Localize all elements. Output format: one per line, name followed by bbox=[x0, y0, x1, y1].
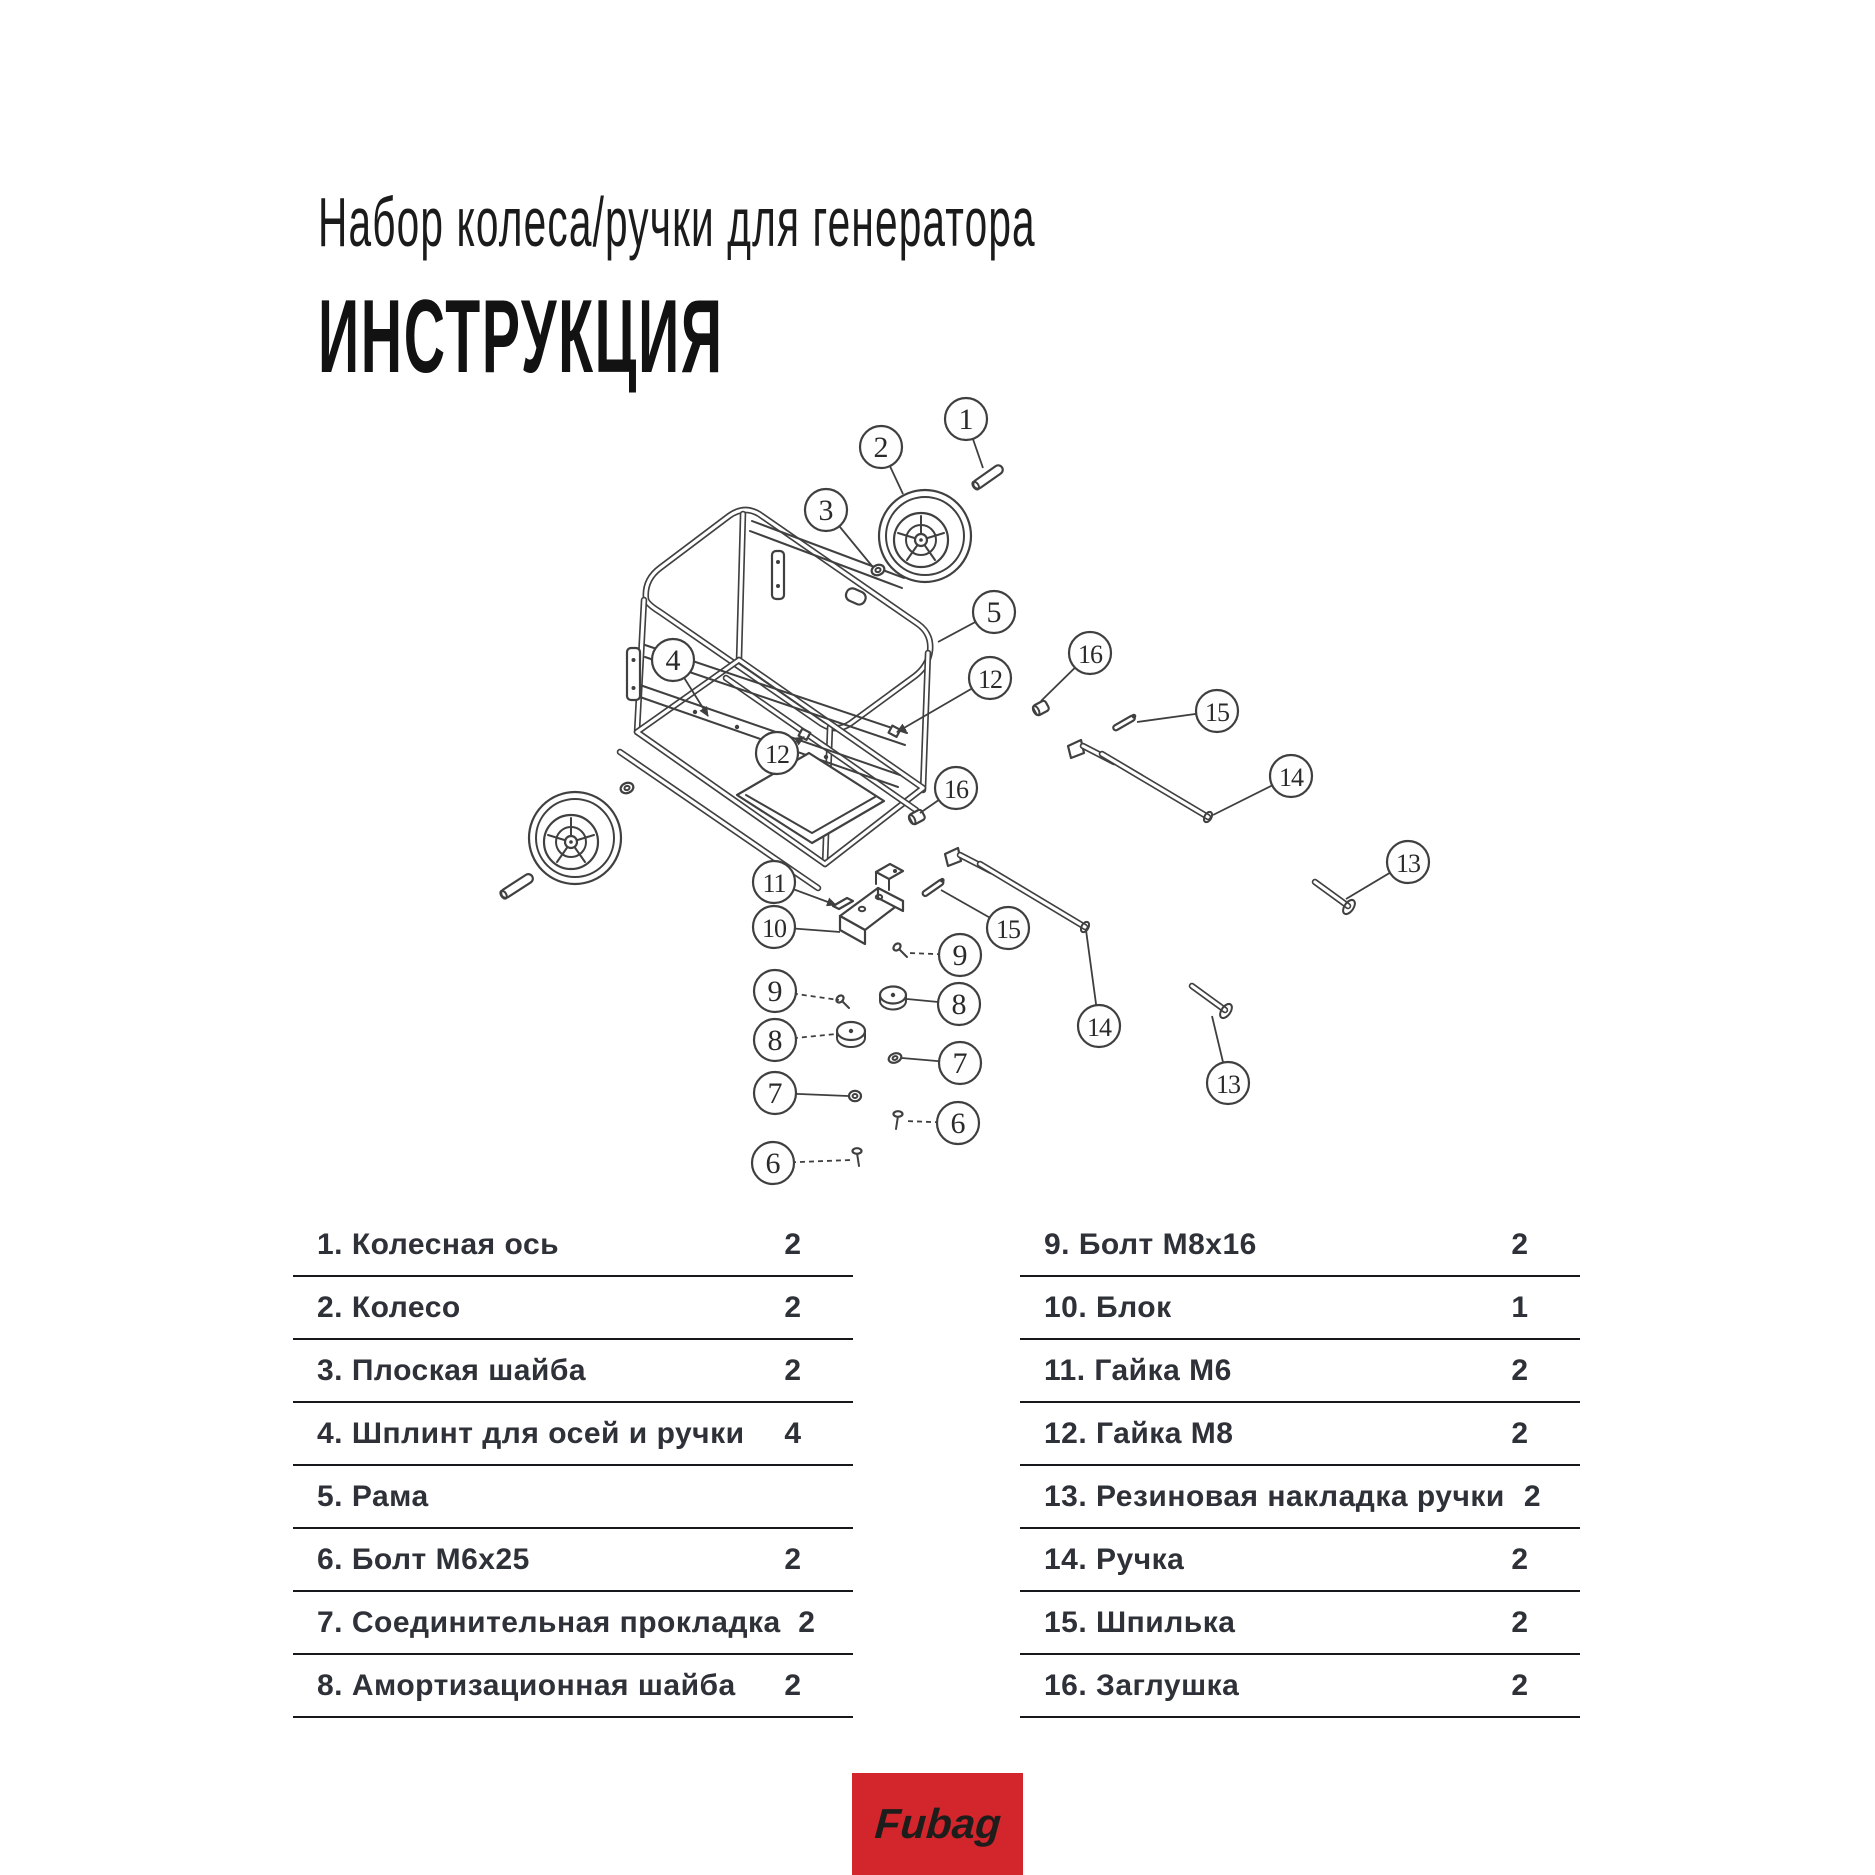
part-name: 12. Гайка М8 bbox=[1044, 1417, 1234, 1450]
grip-upper-drawing bbox=[1315, 882, 1357, 916]
parts-table-right bbox=[1020, 1214, 1580, 1718]
part-name: 2. Колесо bbox=[317, 1291, 461, 1324]
part-name: 11. Гайка М6 bbox=[1044, 1354, 1232, 1387]
part-qty: 2 bbox=[1511, 1228, 1529, 1261]
bolt-m8-right-drawing bbox=[892, 942, 907, 957]
callout-number: 6 bbox=[765, 1147, 781, 1180]
callout-10 bbox=[753, 906, 840, 948]
gasket-right-drawing bbox=[887, 1052, 902, 1065]
callout-number: 12 bbox=[978, 665, 1002, 694]
callout-number: 16 bbox=[1078, 640, 1102, 669]
part-name: 16. Заглушка bbox=[1044, 1669, 1240, 1702]
part-qty: 2 bbox=[784, 1291, 802, 1324]
part-name: 9. Болт М8х16 bbox=[1044, 1228, 1257, 1261]
grip-lower-drawing bbox=[1192, 986, 1234, 1020]
shock-washer-right-drawing bbox=[880, 987, 906, 1010]
callout-number: 6 bbox=[950, 1107, 966, 1140]
parts-row bbox=[293, 1403, 853, 1466]
parts-row bbox=[293, 1466, 853, 1529]
parts-row bbox=[293, 1214, 853, 1277]
page-subtitle: Набор колеса/ручки для генератора bbox=[318, 183, 1036, 261]
callout-number: 2 bbox=[873, 431, 889, 464]
stud-upper-drawing bbox=[1112, 713, 1138, 731]
part-name: 5. Рама bbox=[317, 1480, 429, 1513]
parts-row bbox=[1020, 1340, 1580, 1403]
part-name: 13. Резиновая накладка ручки bbox=[1044, 1480, 1505, 1513]
callout-15 bbox=[1137, 690, 1238, 732]
callout-13 bbox=[1346, 841, 1429, 899]
part-name: 10. Блок bbox=[1044, 1291, 1172, 1324]
gasket-left-drawing bbox=[849, 1091, 861, 1101]
part-qty: 1 bbox=[1511, 1291, 1529, 1324]
shock-washer-left-drawing bbox=[837, 1022, 865, 1047]
part-qty: 2 bbox=[784, 1669, 802, 1702]
parts-row bbox=[293, 1529, 853, 1592]
callout-5 bbox=[938, 591, 1015, 642]
part-qty: 2 bbox=[1511, 1354, 1529, 1387]
parts-row bbox=[1020, 1466, 1580, 1529]
callout-number: 1 bbox=[958, 403, 974, 436]
callout-8 bbox=[907, 983, 980, 1025]
callout-number: 11 bbox=[762, 869, 786, 898]
parts-row bbox=[293, 1277, 853, 1340]
bolt-m8-left-drawing bbox=[835, 994, 849, 1008]
cap-top-drawing bbox=[1031, 700, 1049, 717]
callout-number: 13 bbox=[1396, 849, 1420, 878]
bolt-m6-left-drawing bbox=[853, 1148, 862, 1166]
part-name: 1. Колесная ось bbox=[317, 1228, 560, 1261]
callout-7 bbox=[754, 1072, 848, 1114]
part-qty: 2 bbox=[1511, 1543, 1529, 1576]
parts-row bbox=[1020, 1655, 1580, 1718]
fubag-logo bbox=[852, 1773, 1023, 1875]
parts-row bbox=[1020, 1592, 1580, 1655]
callout-number: 13 bbox=[1216, 1070, 1240, 1099]
part-name: 7. Соединительная прокладка bbox=[317, 1606, 781, 1639]
callout-number: 3 bbox=[818, 494, 834, 527]
axle-pin-top-drawing bbox=[971, 464, 1005, 491]
callout-9 bbox=[909, 934, 981, 976]
parts-row bbox=[1020, 1403, 1580, 1466]
callout-8 bbox=[754, 1019, 836, 1061]
callout-number: 7 bbox=[767, 1077, 783, 1110]
fubag-logo-text: Fubag bbox=[872, 1800, 1003, 1847]
part-qty: 2 bbox=[1523, 1480, 1542, 1513]
part-qty: 2 bbox=[784, 1543, 802, 1576]
part-qty: 2 bbox=[798, 1606, 816, 1639]
wheel-left-drawing bbox=[529, 792, 621, 884]
part-qty: 2 bbox=[1511, 1669, 1529, 1702]
callout-number: 12 bbox=[765, 740, 789, 769]
part-name: 15. Шпилька bbox=[1044, 1606, 1236, 1639]
axle-pin-left-drawing bbox=[499, 872, 535, 899]
callout-16 bbox=[1041, 632, 1111, 701]
part-name: 3. Плоская шайба bbox=[317, 1354, 587, 1387]
callout-number: 10 bbox=[762, 914, 786, 943]
callout-12 bbox=[897, 657, 1011, 732]
callout-number: 8 bbox=[767, 1024, 783, 1057]
callout-11 bbox=[753, 861, 836, 905]
part-qty: 2 bbox=[1511, 1606, 1529, 1639]
callout-number: 15 bbox=[996, 915, 1020, 944]
part-qty: 2 bbox=[1511, 1417, 1529, 1450]
bolt-m6-right-drawing bbox=[894, 1111, 903, 1129]
part-name: 14. Ручка bbox=[1044, 1543, 1185, 1576]
parts-row bbox=[293, 1655, 853, 1718]
handle-upper-drawing bbox=[1068, 740, 1214, 824]
parts-row bbox=[1020, 1529, 1580, 1592]
part-name: 8. Амортизационная шайба bbox=[317, 1669, 736, 1702]
callout-1 bbox=[945, 398, 987, 468]
callout-number: 15 bbox=[1205, 698, 1229, 727]
callout-number: 9 bbox=[952, 939, 968, 972]
callout-number: 8 bbox=[951, 988, 967, 1021]
part-qty: 2 bbox=[784, 1354, 802, 1387]
callout-number: 4 bbox=[665, 644, 681, 677]
parts-table-left bbox=[293, 1214, 853, 1718]
callout-number: 14 bbox=[1087, 1013, 1111, 1042]
flat-washer-left-drawing bbox=[619, 781, 635, 795]
parts-row bbox=[293, 1340, 853, 1403]
callout-2 bbox=[860, 426, 903, 494]
parts-row bbox=[293, 1592, 853, 1655]
wheel-top-drawing bbox=[879, 490, 971, 582]
stud-lower-drawing bbox=[921, 877, 946, 897]
callout-6 bbox=[905, 1102, 979, 1144]
parts-row bbox=[1020, 1277, 1580, 1340]
callout-number: 7 bbox=[952, 1047, 968, 1080]
part-name: 4. Шплинт для осей и ручки bbox=[317, 1417, 745, 1450]
part-qty: 2 bbox=[784, 1228, 802, 1261]
block-drawing bbox=[833, 864, 903, 944]
callout-number: 9 bbox=[767, 975, 783, 1008]
callout-14 bbox=[1078, 930, 1120, 1047]
part-qty: 4 bbox=[784, 1417, 802, 1450]
callout-number: 5 bbox=[986, 596, 1002, 629]
callout-number: 14 bbox=[1279, 763, 1303, 792]
callout-number: 16 bbox=[944, 775, 968, 804]
callout-7 bbox=[902, 1042, 981, 1084]
callout-14 bbox=[1213, 755, 1312, 815]
callout-6 bbox=[752, 1142, 851, 1184]
callout-9 bbox=[754, 970, 839, 1012]
callout-16 bbox=[920, 767, 977, 813]
callout-13 bbox=[1207, 1016, 1249, 1104]
part-name: 6. Болт М6х25 bbox=[317, 1543, 530, 1576]
parts-row bbox=[1020, 1214, 1580, 1277]
page-title: ИНСТРУКЦИЯ bbox=[318, 279, 724, 395]
